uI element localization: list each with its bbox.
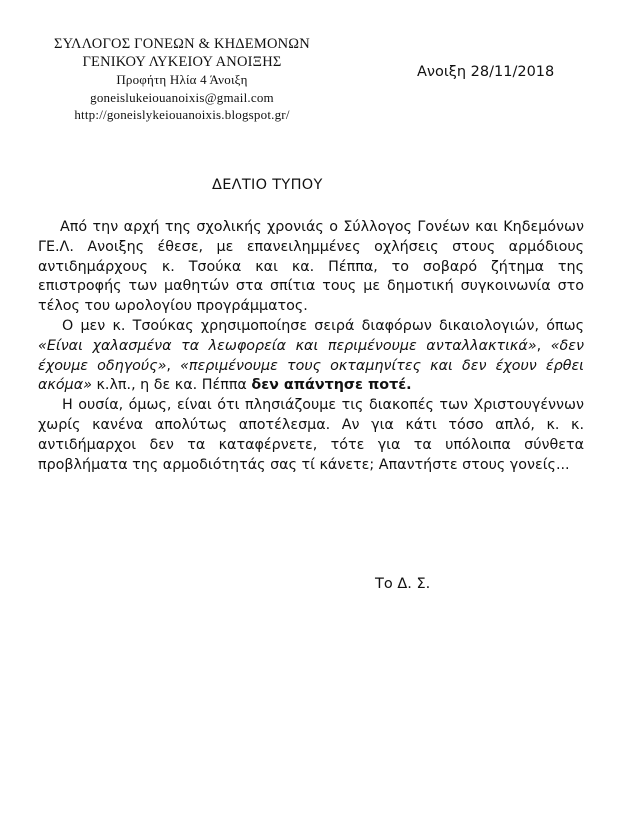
quote-waiting-staff: «περιμένουμε τους οκταμηνίτες και δεν έχουν έρθει ακόμα» [38,357,585,394]
paragraph-2 [38,317,584,396]
signature: Το Δ. Σ. [375,576,431,592]
paragraph-3: Η ουσία, όμως, είναι ότι πλησιάζουμε τις διακοπές των Χριστουγέννων χωρίς κανένα απολύτως αποτέλεσμα. Αν για κάτι τόσο απλό, κ. κ. αντιδήμαρχοι δεν τα καταφέρνετε, τότε για τα υπόλοιπα σύνθετα προβλήματα της αρμοδιότητάς σας τί κάνετε; Απαντήστε στους γονείς... [38,397,584,473]
paragraph-2-sep-2: , [166,357,181,374]
org-name-line1: ΣΥΛΛΟΓΟΣ ΓΟΝΕΩΝ & ΚΗΔΕΜΟΝΩΝ [54,36,310,52]
quote-buses-broken: «Είναι χαλασμένα τα λεωφορεία και περιμένουμε ανταλλακτικά» [38,337,537,354]
quote-no-drivers: «δεν έχουμε οδηγούς» [38,337,584,374]
paragraph-2-sep-1: , [536,337,551,354]
paragraph-2-text-d: κ.λπ., η δε κα. Πέππα [91,377,252,394]
org-address: Προφήτη Ηλία 4 Άνοιξη [116,72,248,87]
paragraph-1: Από την αρχή της σχολικής χρονιάς ο Σύλλογος Γονέων και Κηδεμόνων ΓΕ.Λ. Ανοιξης έθεσε, με επανειλημμένες οχλήσεις στους αρμόδιους αντιδημάρχους κ. Τσούκα και κα. Πέππα, το σοβαρό ζήτημα της επιστροφής των μαθητών στα σπίτια τους με δημοτική συγκοινωνία στο τέλος του ωρολογίου προγράμματος. [38,219,584,315]
document-title: ΔΕΛΤΙΟ ΤΥΠΟΥ [212,177,323,193]
paragraph-2-text-a: Ο μεν κ. Τσούκας χρησιμοποίησε σειρά διαφόρων δικαιολογιών, όπως [62,317,584,334]
org-url: http://goneislykeiouanoixis.blogspot.gr/ [74,107,290,122]
never-answered-emphasis: δεν απάντησε ποτέ. [251,377,412,394]
letterhead [32,36,332,124]
org-name-line2: ΓΕΝΙΚΟΥ ΛΥΚΕΙΟΥ ΑΝΟΙΞΗΣ [82,53,282,70]
document-date: Ανοιξη 28/11/2018 [417,64,555,80]
org-email: goneislukeiouanoixis@gmail.com [90,89,274,105]
document-body [38,218,584,475]
